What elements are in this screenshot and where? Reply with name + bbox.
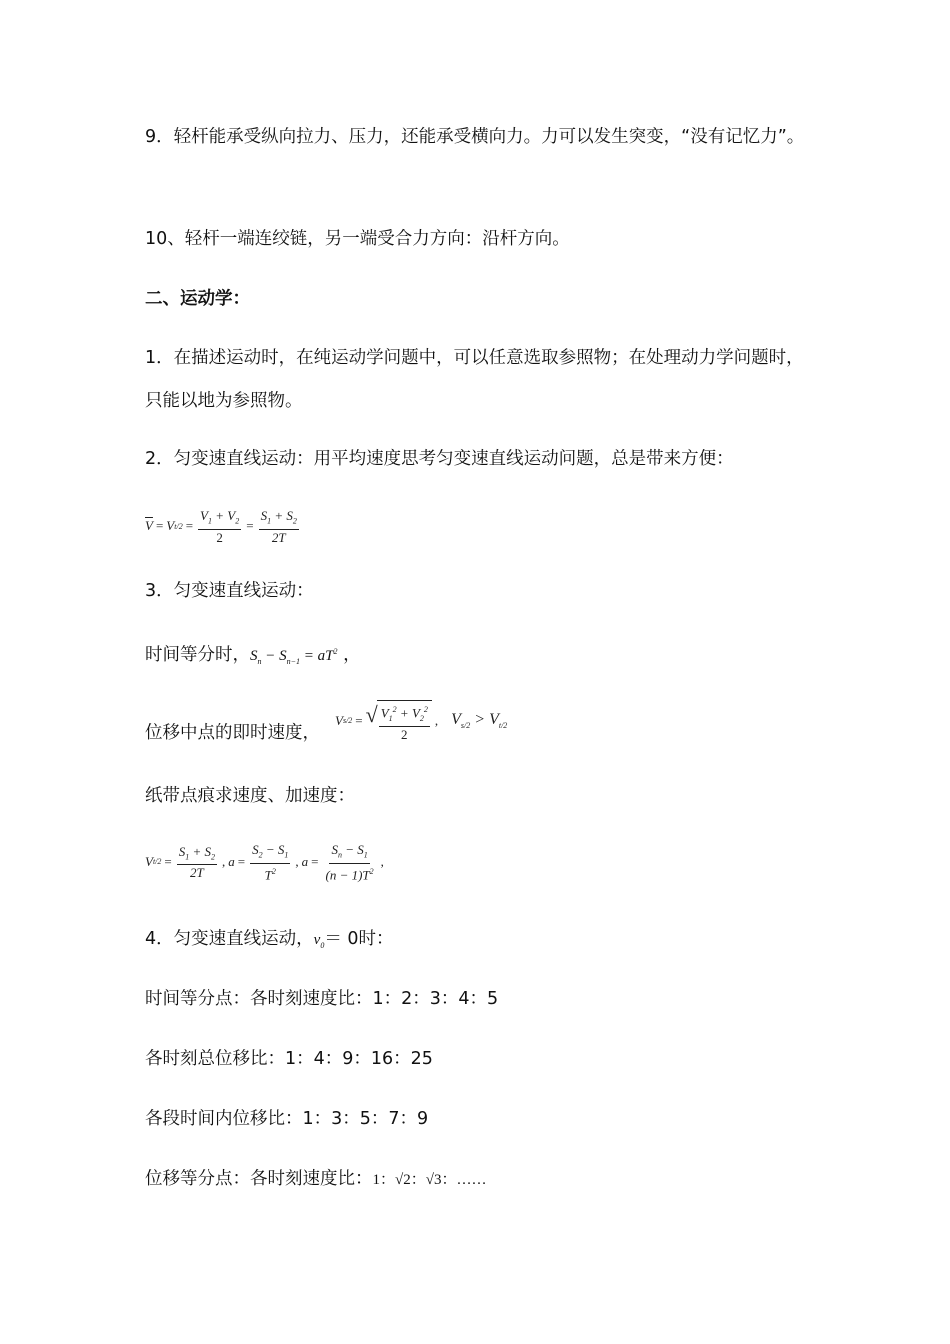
point-4a: 时间等分点：各时刻速度比：1：2：3：4：5 <box>145 989 499 1009</box>
paragraph-10: 10、轻杆一端连绞链，另一端受合力方向：沿杆方向。 <box>145 229 570 249</box>
point-4-pre: 4．匀变速直线运动， <box>145 929 314 949</box>
formula-sqrt-ratio: 1：√2：√3：…… <box>372 1172 487 1188</box>
formula-equal-time: $S_n - S_{n-1} = aT^2$ <box>250 647 338 666</box>
point-4-post: ＝ 0时： <box>324 929 394 949</box>
paragraph-9: 9．轻杆能承受纵向拉力、压力，还能承受横向力。力可以发生突变，“没有记忆力”。 <box>145 127 805 147</box>
point-3a-tail: ， <box>343 645 361 665</box>
point-3b: 位移中点的即时速度， <box>145 723 320 743</box>
point-3a <box>145 630 810 683</box>
point-3c: 纸带点痕求速度、加速度： <box>145 786 355 806</box>
point-4d <box>145 1158 810 1202</box>
formula-tape-velocity-acceleration: V t/2 = $\frac{S_1 + S_2}{2T}$ , a = $\frac{S_2 - S_1}{T^2}$ , a = $\frac{S_n - S_1}{(n - 1)T^2}$ , <box>145 842 384 882</box>
point-1: 1．在描述运动时，在纯运动学问题中，可以任意选取参照物；在处理动力学问题时，只能以地为参照物。 <box>145 348 804 411</box>
formula-midpoint-velocity: V s/2 = √ $\frac{V_1^2 + V_2^2}{2}$ , $V_{s/2} > V_{t/2}$ <box>335 702 508 742</box>
point-4 <box>145 918 810 967</box>
point-4d-label: 位移等分点：各时刻速度比： <box>145 1169 373 1189</box>
point-2: 2．匀变速直线运动：用平均速度思考匀变速直线运动问题，总是带来方便： <box>145 449 734 469</box>
point-3: 3．匀变速直线运动： <box>145 581 314 601</box>
point-3a-label: 时间等分时， <box>145 645 250 665</box>
v0-symbol: $v_0$ <box>313 932 325 950</box>
point-4b: 各时刻总位移比：1：4：9：16：25 <box>145 1049 433 1069</box>
point-4c: 各段时间内位移比：1：3：5：7：9 <box>145 1109 429 1129</box>
section-heading-kinematics: 二、运动学： <box>145 289 250 309</box>
formula-average-velocity: $\overline{V}$ = V t/2 = $\frac{V_1 + V_2}{2}$ = $\frac{S_1 + S_2}{2T}$ <box>145 508 297 545</box>
